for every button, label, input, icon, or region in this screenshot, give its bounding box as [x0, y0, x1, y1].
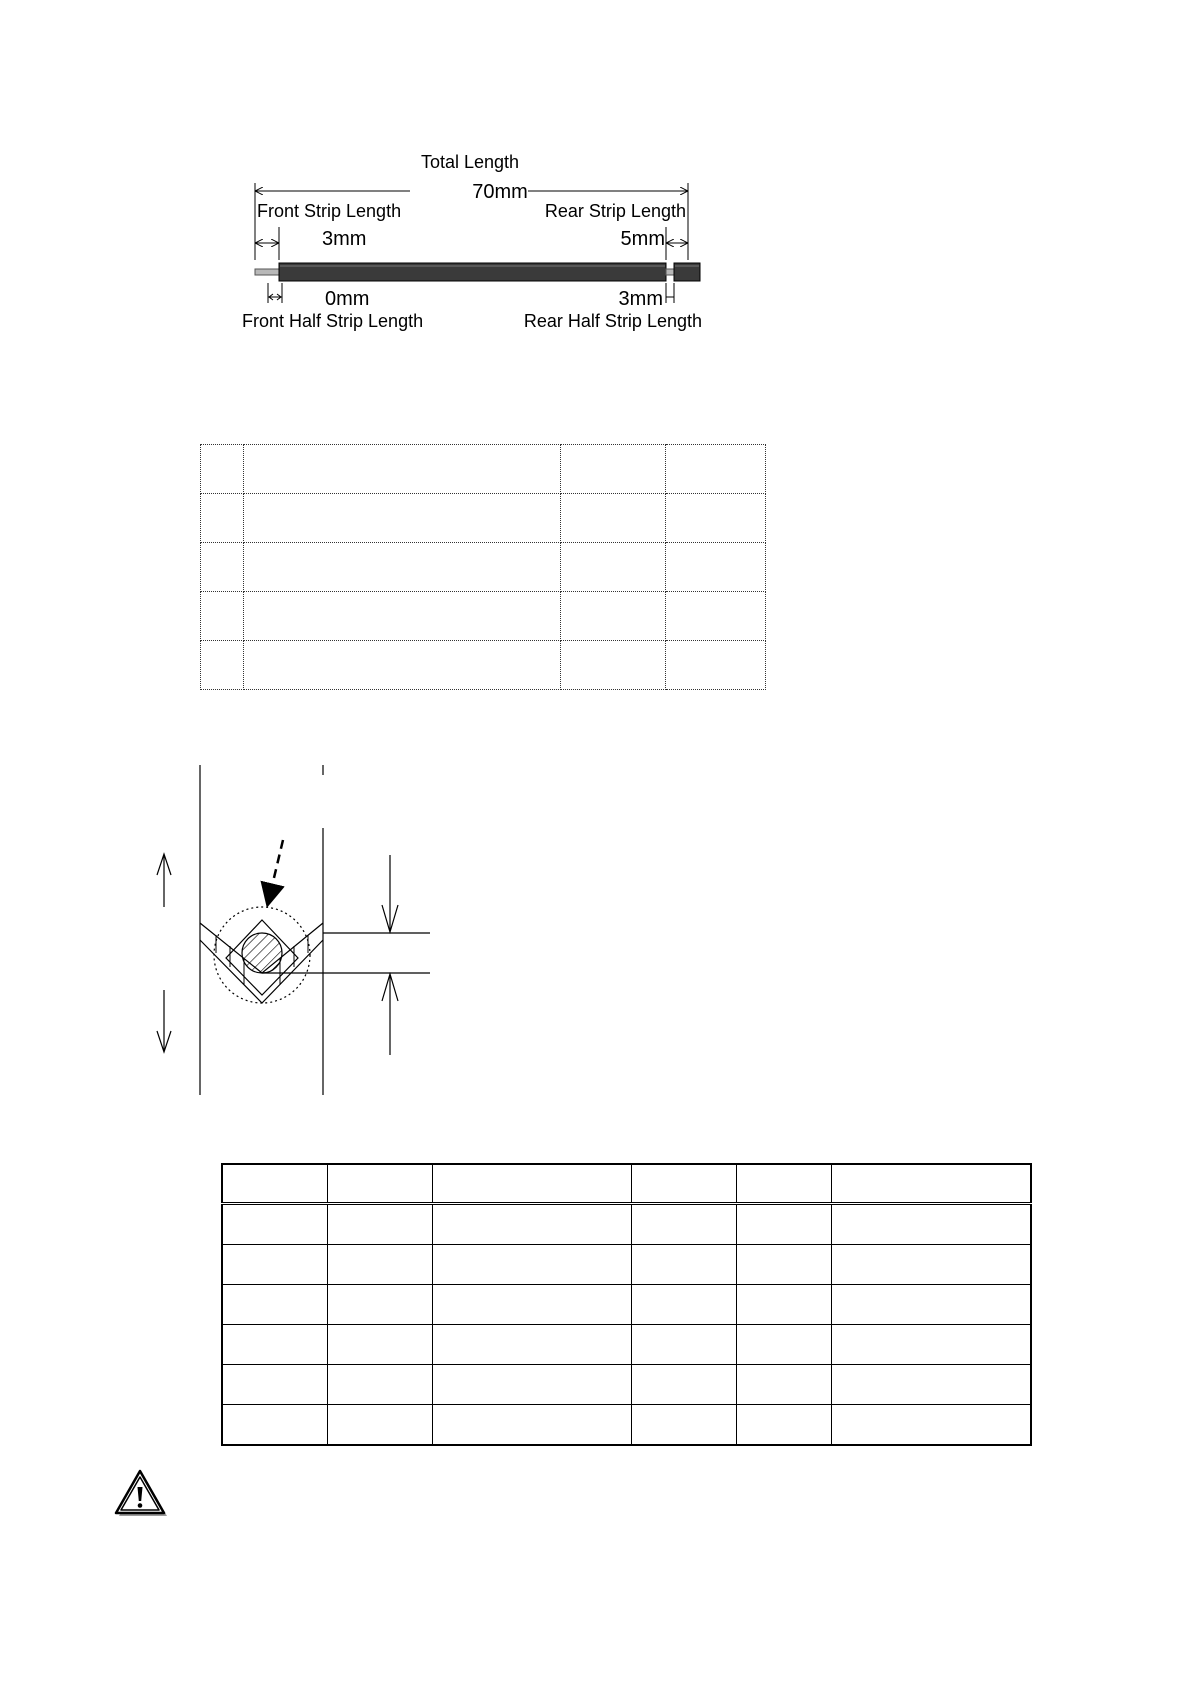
- table-cell: [244, 494, 561, 543]
- table-row: [222, 1204, 1031, 1245]
- table-row: [201, 445, 766, 494]
- table-cell: [433, 1405, 632, 1446]
- table-cell: [328, 1405, 433, 1446]
- table-cell: [561, 592, 666, 641]
- table-row: [201, 641, 766, 690]
- front-half-label: Front Half Strip Length: [242, 311, 424, 331]
- table-cell: [666, 494, 766, 543]
- total-length-label: Total Length: [420, 152, 520, 172]
- table-cell: [222, 1285, 328, 1325]
- table-cell: [201, 641, 244, 690]
- table-cell: [666, 592, 766, 641]
- table-row: [201, 494, 766, 543]
- table-row: [222, 1245, 1031, 1285]
- solid-table: [221, 1163, 1032, 1446]
- down-arrow-icon: [157, 990, 171, 1052]
- dotted-table: [200, 444, 766, 690]
- table-row: [222, 1285, 1031, 1325]
- table-cell: [632, 1204, 737, 1245]
- table-cell: [328, 1325, 433, 1365]
- table-cell: [737, 1405, 832, 1446]
- table-cell: [244, 543, 561, 592]
- dashed-arrow-icon: [268, 840, 283, 903]
- table-cell: [561, 494, 666, 543]
- table-cell: [201, 543, 244, 592]
- table-cell: [632, 1365, 737, 1405]
- front-strip-value: 3mm: [322, 228, 367, 250]
- table-cell: [632, 1405, 737, 1446]
- table-cell: [222, 1245, 328, 1285]
- table-cell: [832, 1405, 1032, 1446]
- table-row: [222, 1365, 1031, 1405]
- front-half-value: 0mm: [325, 288, 370, 310]
- table-cell: [244, 445, 561, 494]
- table-cell: [561, 445, 666, 494]
- table-cell: [222, 1365, 328, 1405]
- table-cell: [433, 1365, 632, 1405]
- up-arrow-icon: [157, 854, 171, 907]
- table-cell: [201, 592, 244, 641]
- table-cell: [201, 445, 244, 494]
- table-header-cell: [433, 1164, 632, 1204]
- table-cell: [561, 543, 666, 592]
- table-cell: [666, 543, 766, 592]
- table-row: [222, 1405, 1031, 1446]
- table-header-row: [222, 1164, 1031, 1204]
- table-cell: [433, 1204, 632, 1245]
- table-header-cell: [832, 1164, 1032, 1204]
- table-cell: [832, 1285, 1032, 1325]
- table-cell: [832, 1325, 1032, 1365]
- table-cell: [433, 1325, 632, 1365]
- table-cell: [328, 1245, 433, 1285]
- table-cell: [328, 1365, 433, 1405]
- rear-half-label: Rear Half Strip Length: [523, 311, 702, 331]
- table-cell: [832, 1365, 1032, 1405]
- rear-strip-value: 5mm: [620, 228, 665, 250]
- wire: [255, 263, 700, 281]
- table-cell: [433, 1285, 632, 1325]
- table-cell: [737, 1365, 832, 1405]
- blade-diagram: [150, 765, 450, 1105]
- table-cell: [433, 1245, 632, 1285]
- table-cell: [222, 1325, 328, 1365]
- table-header-cell: [632, 1164, 737, 1204]
- table-cell: [561, 641, 666, 690]
- front-strip-label: Front Strip Length: [257, 201, 402, 221]
- table-cell: [244, 592, 561, 641]
- strip-length-diagram: [230, 145, 730, 345]
- table-row: [222, 1325, 1031, 1365]
- table-cell: [201, 494, 244, 543]
- table-cell: [244, 641, 561, 690]
- table-cell: [222, 1204, 328, 1245]
- table-cell: [632, 1285, 737, 1325]
- rear-half-value: 3mm: [618, 288, 663, 310]
- table-header-cell: [737, 1164, 832, 1204]
- table-cell: [832, 1204, 1032, 1245]
- table-row: [201, 543, 766, 592]
- total-length-value: 70mm: [472, 181, 528, 203]
- table-cell: [737, 1325, 832, 1365]
- table-cell: [666, 641, 766, 690]
- table-row: [201, 592, 766, 641]
- table-cell: [666, 445, 766, 494]
- table-header-cell: [222, 1164, 328, 1204]
- rear-strip-label: Rear Strip Length: [544, 201, 686, 221]
- table-cell: [632, 1245, 737, 1285]
- table-cell: [737, 1245, 832, 1285]
- table-cell: [222, 1405, 328, 1446]
- table-cell: [737, 1204, 832, 1245]
- table-cell: [328, 1285, 433, 1325]
- warning-icon: [114, 1468, 170, 1520]
- table-cell: [737, 1285, 832, 1325]
- table-cell: [632, 1325, 737, 1365]
- table-cell: [328, 1204, 433, 1245]
- table-cell: [832, 1245, 1032, 1285]
- table-header-cell: [328, 1164, 433, 1204]
